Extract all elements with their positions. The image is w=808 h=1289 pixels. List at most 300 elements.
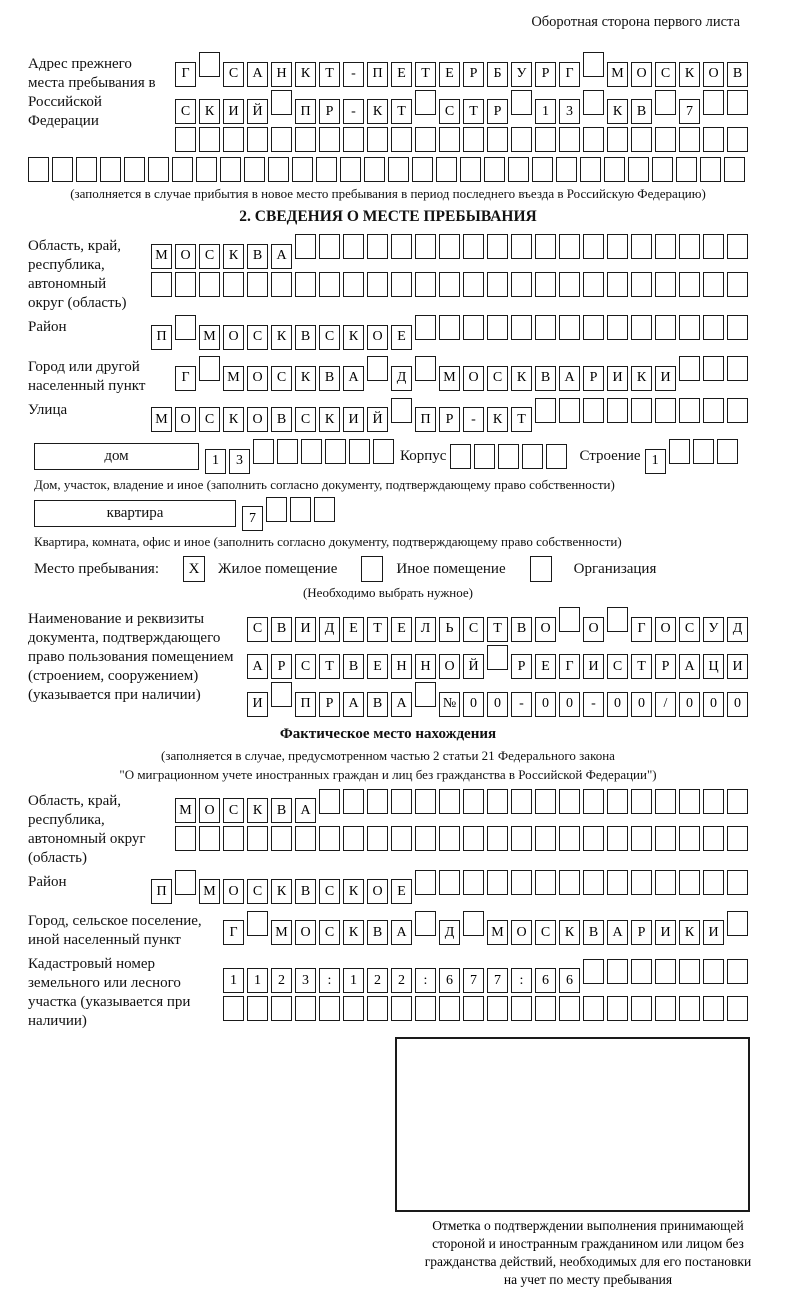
- actual-region-row-2: [175, 826, 748, 851]
- prev-address-block: [28, 52, 748, 155]
- char-cell: [535, 870, 556, 895]
- char-cell: [463, 996, 484, 1021]
- stay-option-other-label: Иное помещение: [396, 560, 506, 577]
- char-cell: К: [343, 325, 364, 350]
- char-cell: [349, 439, 370, 464]
- house-box-label: дом: [34, 443, 199, 470]
- char-cell: Л: [415, 617, 436, 642]
- char-cell: [607, 607, 628, 632]
- char-cell: М: [607, 62, 628, 87]
- char-cell: [292, 157, 313, 182]
- char-cell: [535, 789, 556, 814]
- char-cell: О: [631, 62, 652, 87]
- char-cell: [151, 272, 172, 297]
- char-cell: К: [295, 366, 316, 391]
- char-cell: [253, 439, 274, 464]
- char-cell: [559, 996, 580, 1021]
- char-cell: Р: [319, 692, 340, 717]
- char-cell: [559, 826, 580, 851]
- char-cell: [655, 127, 676, 152]
- char-cell: С: [223, 62, 244, 87]
- char-cell: [343, 272, 364, 297]
- char-cell: [631, 789, 652, 814]
- char-cell: В: [535, 366, 556, 391]
- char-cell: [669, 439, 690, 464]
- char-cell: О: [655, 617, 676, 642]
- char-cell: [247, 996, 268, 1021]
- char-cell: Н: [415, 654, 436, 679]
- char-cell: Т: [319, 654, 340, 679]
- char-cell: К: [199, 99, 220, 124]
- char-cell: У: [703, 617, 724, 642]
- char-cell: 0: [487, 692, 508, 717]
- char-cell: [314, 497, 335, 522]
- apartment-cells: [242, 497, 335, 532]
- stamp-caption-line-2: стороной и иностранным гражданином или лицом без: [432, 1236, 744, 1251]
- char-cell: [175, 272, 196, 297]
- char-cell: [391, 398, 412, 423]
- char-cell: [487, 645, 508, 670]
- actual-city-row: [223, 911, 748, 946]
- char-cell: [295, 127, 316, 152]
- char-cell: [655, 315, 676, 340]
- char-cell: [498, 444, 519, 469]
- char-cell: [511, 870, 532, 895]
- char-cell: М: [199, 879, 220, 904]
- char-cell: [343, 234, 364, 259]
- char-cell: [679, 959, 700, 984]
- char-cell: Е: [391, 62, 412, 87]
- char-cell: [463, 870, 484, 895]
- char-cell: Т: [511, 407, 532, 432]
- char-cell: [717, 439, 738, 464]
- char-cell: [628, 157, 649, 182]
- char-cell: [415, 356, 436, 381]
- char-cell: С: [319, 325, 340, 350]
- char-cell: К: [559, 920, 580, 945]
- char-cell: П: [151, 325, 172, 350]
- char-cell: [511, 272, 532, 297]
- stay-checkbox-organization: [530, 556, 552, 582]
- char-cell: Е: [343, 617, 364, 642]
- char-cell: П: [151, 879, 172, 904]
- char-cell: [703, 870, 724, 895]
- char-cell: [220, 157, 241, 182]
- char-cell: [724, 157, 745, 182]
- char-cell: 1: [205, 449, 226, 474]
- char-cell: 3: [559, 99, 580, 124]
- char-cell: Е: [439, 62, 460, 87]
- char-cell: [535, 996, 556, 1021]
- house-cells: [205, 439, 394, 474]
- stamp-caption-line-1: Отметка о подтверждении выполнения принимающей: [432, 1218, 744, 1233]
- cadastral-grid: [223, 959, 748, 1025]
- char-cell: [631, 826, 652, 851]
- char-cell: [652, 157, 673, 182]
- char-cell: Р: [583, 366, 604, 391]
- char-cell: [196, 157, 217, 182]
- stroenie-label: Строение: [579, 447, 641, 464]
- char-cell: [325, 439, 346, 464]
- district-row: [151, 315, 748, 350]
- char-cell: [199, 127, 220, 152]
- char-cell: [655, 90, 676, 115]
- house-caption: Дом, участок, владение и иное (заполнить согласно документу, подтверждающему право собственности): [34, 476, 615, 492]
- char-cell: 0: [535, 692, 556, 717]
- char-cell: С: [655, 62, 676, 87]
- char-cell: [271, 127, 292, 152]
- char-cell: [607, 959, 628, 984]
- char-cell: 7: [487, 968, 508, 993]
- char-cell: [607, 234, 628, 259]
- actual-region-row-1: [175, 789, 748, 824]
- char-cell: [703, 356, 724, 381]
- region-block: [28, 234, 748, 313]
- char-cell: [415, 315, 436, 340]
- char-cell: [244, 157, 265, 182]
- char-cell: :: [511, 968, 532, 993]
- char-cell: В: [271, 798, 292, 823]
- char-cell: А: [391, 692, 412, 717]
- street-label: Улица: [28, 401, 68, 418]
- char-cell: 3: [229, 449, 250, 474]
- char-cell: О: [367, 879, 388, 904]
- char-cell: [463, 826, 484, 851]
- char-cell: А: [679, 654, 700, 679]
- char-cell: Д: [439, 920, 460, 945]
- char-cell: [727, 959, 748, 984]
- char-cell: С: [319, 879, 340, 904]
- char-cell: [607, 789, 628, 814]
- char-cell: [247, 272, 268, 297]
- char-cell: Б: [487, 62, 508, 87]
- char-cell: [175, 826, 196, 851]
- char-cell: [439, 234, 460, 259]
- document-row-3: [247, 682, 748, 717]
- char-cell: Р: [319, 99, 340, 124]
- char-cell: [679, 789, 700, 814]
- char-cell: [295, 272, 316, 297]
- char-cell: [703, 996, 724, 1021]
- char-cell: В: [367, 692, 388, 717]
- char-cell: [511, 90, 532, 115]
- char-cell: [679, 356, 700, 381]
- char-cell: А: [295, 798, 316, 823]
- char-cell: Е: [391, 325, 412, 350]
- char-cell: [679, 315, 700, 340]
- char-cell: [266, 497, 287, 522]
- char-cell: [693, 439, 714, 464]
- char-cell: 2: [271, 968, 292, 993]
- char-cell: [727, 789, 748, 814]
- char-cell: [450, 444, 471, 469]
- street-row: [151, 398, 748, 433]
- char-cell: О: [175, 244, 196, 269]
- char-cell: [247, 127, 268, 152]
- char-cell: [511, 826, 532, 851]
- char-cell: [367, 996, 388, 1021]
- char-cell: О: [247, 407, 268, 432]
- house-row: [34, 439, 748, 474]
- char-cell: С: [319, 920, 340, 945]
- char-cell: [301, 439, 322, 464]
- char-cell: С: [463, 617, 484, 642]
- char-cell: 0: [727, 692, 748, 717]
- char-cell: [463, 127, 484, 152]
- char-cell: [607, 996, 628, 1021]
- char-cell: [727, 911, 748, 936]
- char-cell: [343, 826, 364, 851]
- region-row-2: [151, 272, 748, 297]
- char-cell: С: [223, 798, 244, 823]
- char-cell: Т: [319, 62, 340, 87]
- char-cell: Г: [631, 617, 652, 642]
- char-cell: [583, 959, 604, 984]
- actual-city-label: Город, сельское поселение, иной населенный пункт: [28, 913, 202, 948]
- actual-region-grid: [175, 789, 748, 855]
- char-cell: А: [607, 920, 628, 945]
- char-cell: С: [175, 99, 196, 124]
- char-cell: 0: [631, 692, 652, 717]
- char-cell: [583, 127, 604, 152]
- char-cell: [607, 870, 628, 895]
- char-cell: Е: [535, 654, 556, 679]
- stay-type-note: (Необходимо выбрать нужное): [302, 585, 474, 600]
- char-cell: [319, 127, 340, 152]
- char-cell: [175, 870, 196, 895]
- char-cell: [535, 826, 556, 851]
- document-label: Наименование и реквизиты документа, подтверждающего право пользования помещением (строением, сооружением) (указывается при наличии): [28, 611, 234, 703]
- char-cell: А: [391, 920, 412, 945]
- char-cell: [463, 234, 484, 259]
- char-cell: К: [367, 99, 388, 124]
- section2-title: 2. СВЕДЕНИЯ О МЕСТЕ ПРЕБЫВАНИЯ: [239, 208, 537, 225]
- char-cell: [484, 157, 505, 182]
- char-cell: Р: [439, 407, 460, 432]
- char-cell: [535, 234, 556, 259]
- char-cell: Й: [367, 407, 388, 432]
- char-cell: И: [703, 920, 724, 945]
- char-cell: [511, 996, 532, 1021]
- char-cell: [415, 234, 436, 259]
- char-cell: О: [295, 920, 316, 945]
- char-cell: [487, 826, 508, 851]
- actual-city-block: [28, 909, 748, 950]
- char-cell: [703, 127, 724, 152]
- char-cell: Г: [559, 654, 580, 679]
- char-cell: [271, 90, 292, 115]
- char-cell: №: [439, 692, 460, 717]
- char-cell: [631, 315, 652, 340]
- char-cell: 6: [559, 968, 580, 993]
- char-cell: [727, 127, 748, 152]
- char-cell: [583, 234, 604, 259]
- korpus-cells: [450, 444, 567, 469]
- char-cell: [727, 272, 748, 297]
- char-cell: Н: [391, 654, 412, 679]
- prev-address-grid: [175, 52, 748, 155]
- char-cell: [463, 272, 484, 297]
- char-cell: К: [679, 920, 700, 945]
- char-cell: [631, 127, 652, 152]
- stamp-caption-line-4: на учет по месту пребывания: [503, 1272, 673, 1287]
- char-cell: [631, 398, 652, 423]
- char-cell: О: [175, 407, 196, 432]
- char-cell: [631, 272, 652, 297]
- char-cell: Т: [391, 99, 412, 124]
- char-cell: С: [295, 654, 316, 679]
- prev-address-label: Адрес прежнего места пребывания в Российской Федерации: [28, 56, 156, 129]
- char-cell: [559, 127, 580, 152]
- char-cell: 0: [607, 692, 628, 717]
- char-cell: [655, 870, 676, 895]
- char-cell: К: [679, 62, 700, 87]
- char-cell: [412, 157, 433, 182]
- char-cell: [367, 356, 388, 381]
- char-cell: [391, 826, 412, 851]
- stay-option-residential-label: Жилое помещение: [218, 560, 338, 577]
- char-cell: [535, 127, 556, 152]
- char-cell: [727, 870, 748, 895]
- char-cell: А: [343, 692, 364, 717]
- char-cell: Й: [247, 99, 268, 124]
- char-cell: [703, 234, 724, 259]
- char-cell: [679, 996, 700, 1021]
- char-cell: [148, 157, 169, 182]
- char-cell: [679, 826, 700, 851]
- char-cell: -: [463, 407, 484, 432]
- char-cell: [583, 826, 604, 851]
- char-cell: [391, 234, 412, 259]
- char-cell: С: [679, 617, 700, 642]
- char-cell: [655, 272, 676, 297]
- char-cell: П: [415, 407, 436, 432]
- char-cell: А: [247, 654, 268, 679]
- char-cell: [607, 127, 628, 152]
- char-cell: [487, 315, 508, 340]
- char-cell: [391, 127, 412, 152]
- char-cell: [679, 398, 700, 423]
- city-label: Город или другой населенный пункт: [28, 358, 146, 394]
- char-cell: Д: [319, 617, 340, 642]
- char-cell: [559, 398, 580, 423]
- char-cell: О: [583, 617, 604, 642]
- apartment-caption: Квартира, комната, офис и иное (заполнить согласно документу, подтверждающему право собственности): [34, 534, 622, 549]
- prev-address-row-3: [175, 127, 748, 152]
- char-cell: Р: [487, 99, 508, 124]
- char-cell: Е: [391, 617, 412, 642]
- char-cell: [655, 996, 676, 1021]
- char-cell: 1: [343, 968, 364, 993]
- char-cell: [52, 157, 73, 182]
- char-cell: Д: [391, 366, 412, 391]
- char-cell: [535, 315, 556, 340]
- street-block: [28, 398, 748, 436]
- char-cell: К: [223, 407, 244, 432]
- char-cell: Р: [535, 62, 556, 87]
- char-cell: К: [343, 920, 364, 945]
- char-cell: 1: [247, 968, 268, 993]
- prev-address-note: (заполняется в случае прибытия в новое место пребывания в период последнего въезда в Российскую Федерацию): [70, 186, 706, 201]
- char-cell: [319, 272, 340, 297]
- char-cell: [487, 996, 508, 1021]
- char-cell: [343, 789, 364, 814]
- char-cell: М: [199, 325, 220, 350]
- char-cell: [316, 157, 337, 182]
- actual-region-block: [28, 789, 748, 868]
- char-cell: Р: [631, 920, 652, 945]
- char-cell: [655, 789, 676, 814]
- char-cell: И: [247, 692, 268, 717]
- char-cell: [583, 398, 604, 423]
- document-row-2: [247, 645, 748, 680]
- char-cell: В: [271, 617, 292, 642]
- actual-location-note-1: (заполняется в случае, предусмотренном частью 2 статьи 21 Федерального закона: [161, 747, 615, 763]
- char-cell: А: [343, 366, 364, 391]
- char-cell: [172, 157, 193, 182]
- char-cell: [559, 315, 580, 340]
- char-cell: И: [223, 99, 244, 124]
- char-cell: 3: [295, 968, 316, 993]
- char-cell: Г: [175, 366, 196, 391]
- prev-address-row-2: [175, 90, 748, 125]
- region-row-1: [151, 234, 748, 269]
- char-cell: [415, 789, 436, 814]
- char-cell: [631, 959, 652, 984]
- char-cell: К: [319, 407, 340, 432]
- char-cell: В: [583, 920, 604, 945]
- char-cell: -: [511, 692, 532, 717]
- char-cell: [535, 398, 556, 423]
- char-cell: [655, 398, 676, 423]
- document-row-1: [247, 607, 748, 642]
- char-cell: 6: [535, 968, 556, 993]
- char-cell: М: [175, 798, 196, 823]
- char-cell: [559, 607, 580, 632]
- document-block: [28, 607, 748, 720]
- char-cell: 7: [679, 99, 700, 124]
- char-cell: [271, 826, 292, 851]
- actual-district-row: [151, 870, 748, 905]
- char-cell: [583, 870, 604, 895]
- char-cell: [508, 157, 529, 182]
- char-cell: У: [511, 62, 532, 87]
- char-cell: /: [655, 692, 676, 717]
- char-cell: [487, 272, 508, 297]
- char-cell: [268, 157, 289, 182]
- char-cell: [247, 911, 268, 936]
- char-cell: [388, 157, 409, 182]
- char-cell: И: [343, 407, 364, 432]
- char-cell: [100, 157, 121, 182]
- char-cell: Е: [391, 879, 412, 904]
- char-cell: С: [247, 325, 268, 350]
- char-cell: Г: [559, 62, 580, 87]
- char-cell: [271, 682, 292, 707]
- prev-address-row-4: [28, 157, 748, 182]
- actual-region-label: Область, край, республика, автономный округ (область): [28, 792, 146, 866]
- document-grid: [247, 607, 748, 720]
- char-cell: Т: [631, 654, 652, 679]
- char-cell: В: [727, 62, 748, 87]
- char-cell: [580, 157, 601, 182]
- char-cell: [319, 826, 340, 851]
- char-cell: [511, 127, 532, 152]
- char-cell: Т: [487, 617, 508, 642]
- char-cell: [319, 789, 340, 814]
- char-cell: [727, 398, 748, 423]
- char-cell: [655, 234, 676, 259]
